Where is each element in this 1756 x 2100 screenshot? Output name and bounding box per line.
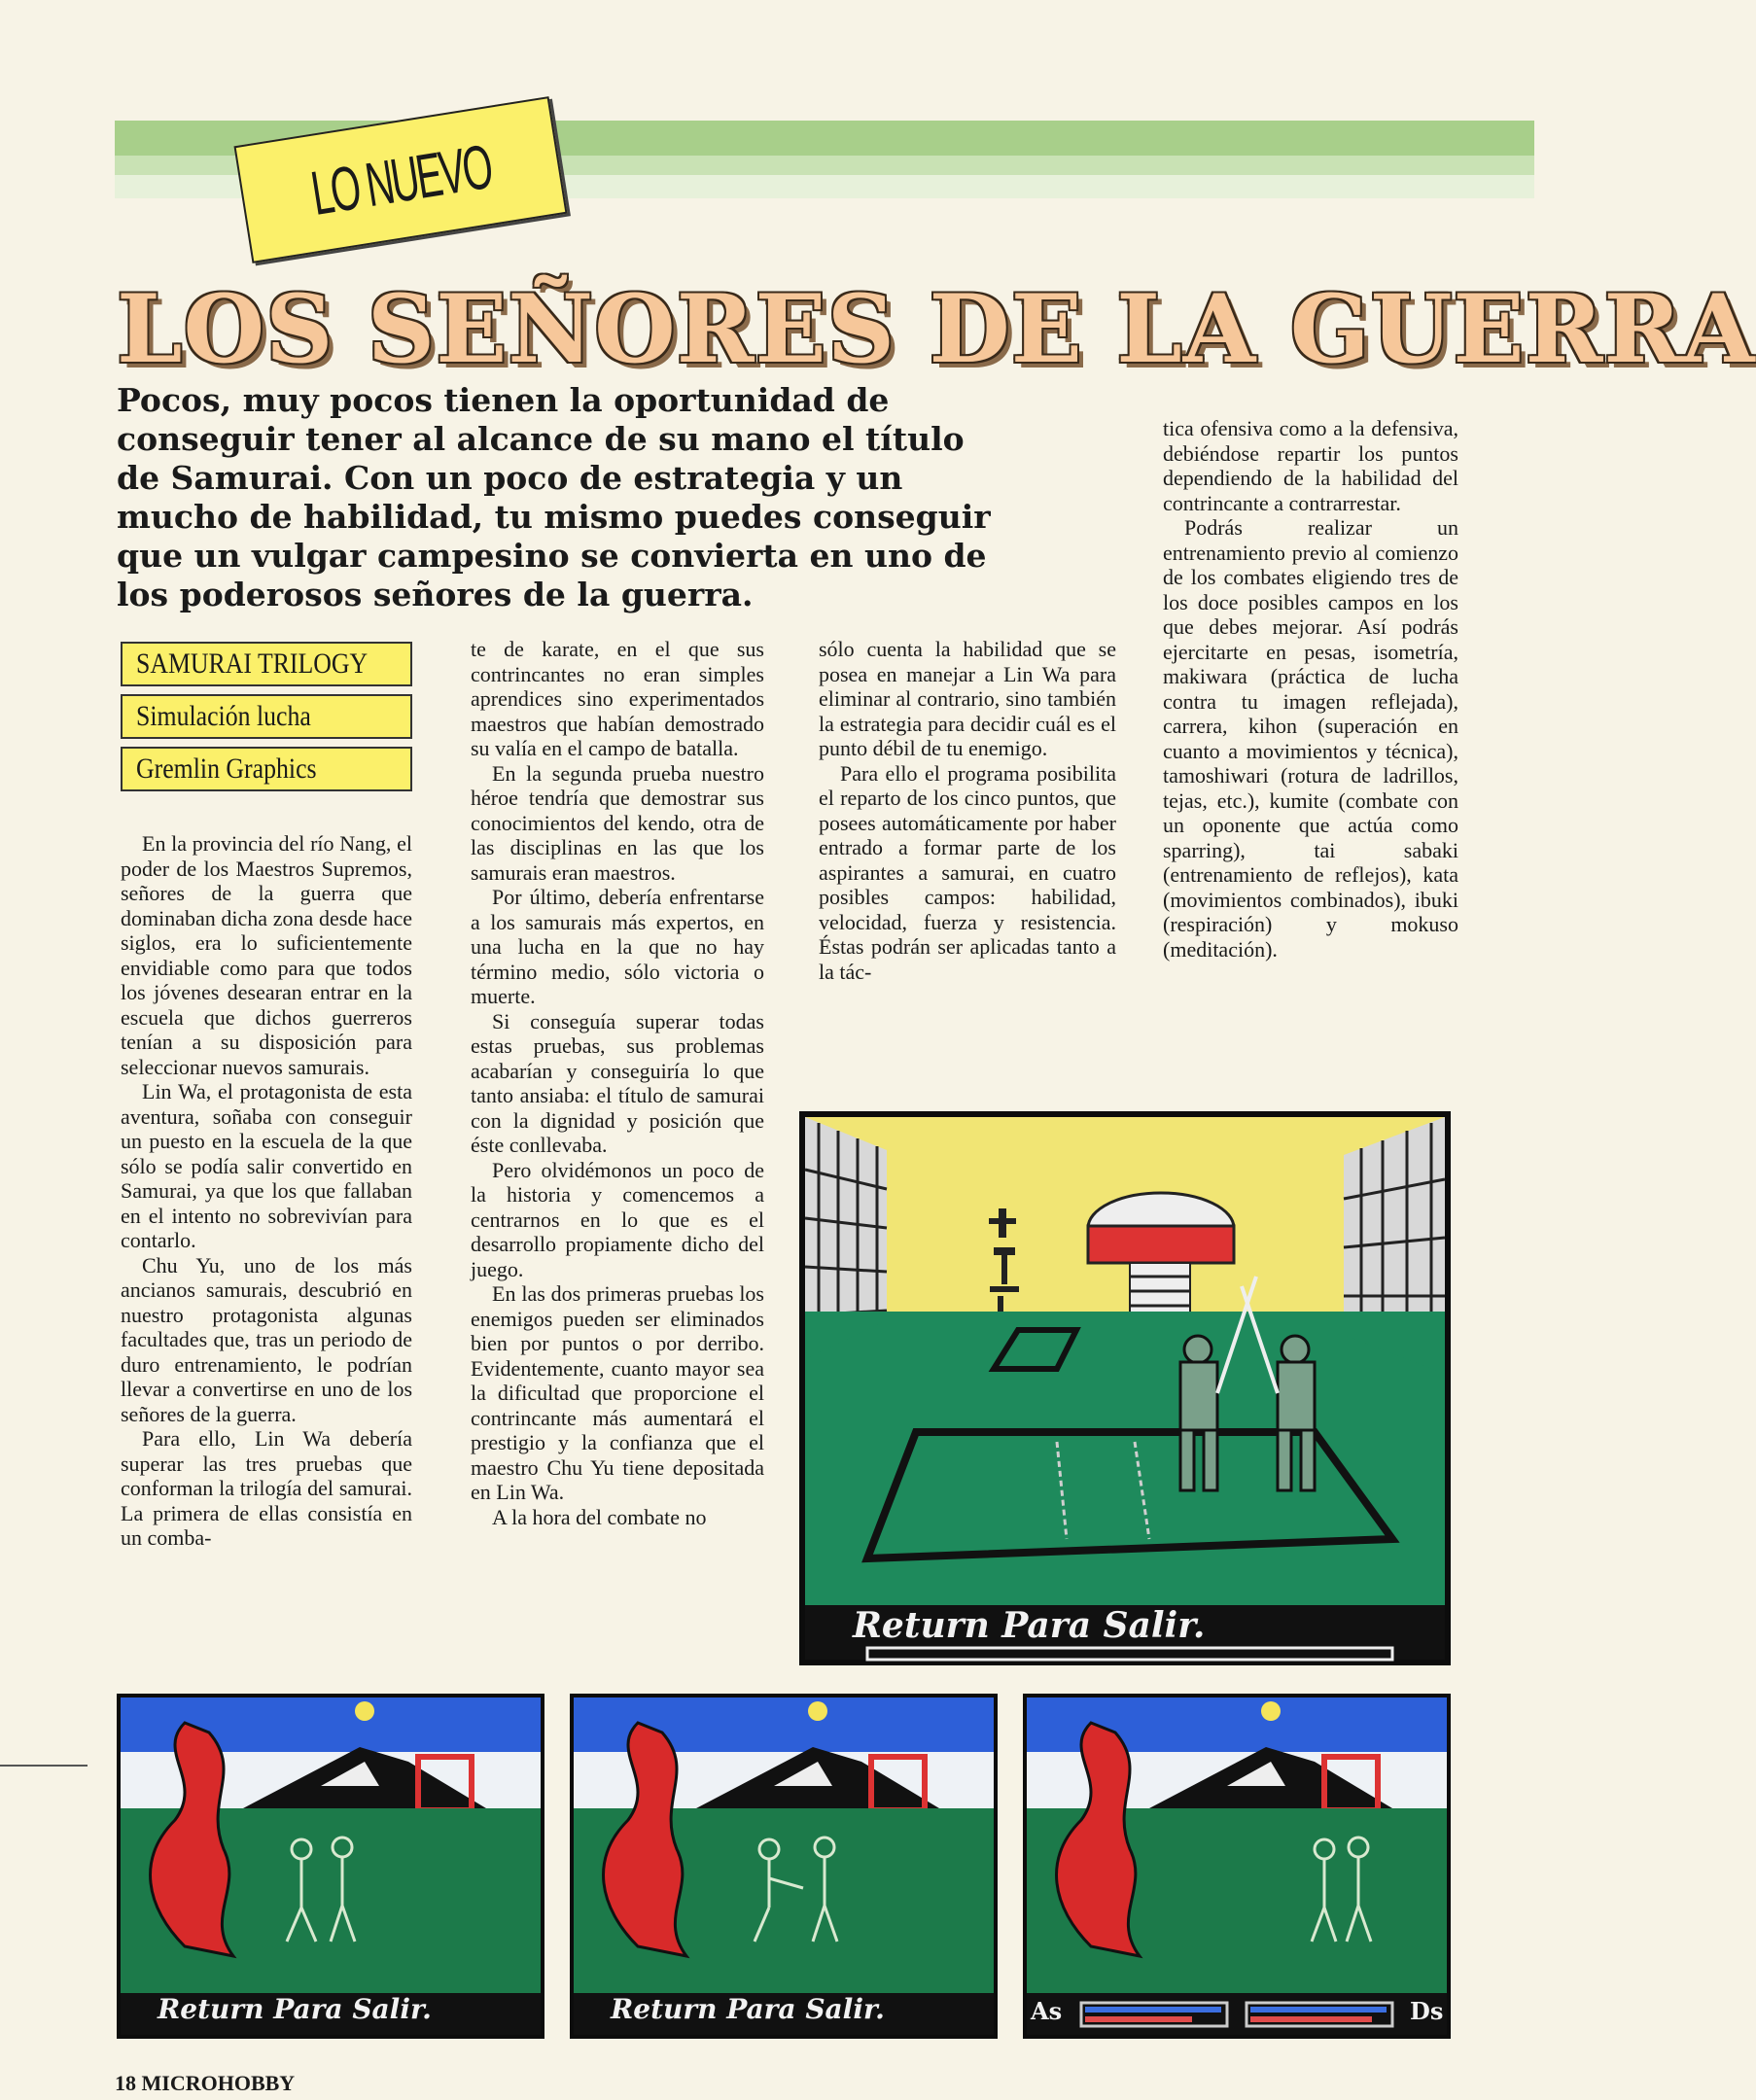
article-title: LOS SEÑORES DE LA GUERRA	[117, 274, 1756, 384]
spec-publisher: Gremlin Graphics	[121, 747, 412, 791]
outdoor-caption-1: Return Para Salir.	[158, 1993, 432, 2025]
article-column-1	[121, 831, 412, 1551]
paragraph: Chu Yu, uno de los más ancianos samurais, descubrió en nuestro protagonista algunas facultades que, tras un periodo de duro entrenamiento, le podrían llevar a convertirse en uno de los señores de la guerra.	[121, 1252, 412, 1426]
margin-line	[0, 1765, 88, 1767]
paragraph: Lin Wa, el protagonista de esta aventura, soñaba con conseguir un puesto en la escuela de la que sólo se podía salir convertido en Samurai, ya que los que fallaban en el intento no sobrevivían para contarlo.	[121, 1079, 412, 1252]
paragraph: te de karate, en el que sus contrincantes no eran simples aprendices sino experimentados maestros que habían demostrado su valía en el campo de batalla.	[471, 637, 764, 760]
outdoor-scene-image	[117, 1694, 544, 2039]
section-tag: LO NUEVO	[233, 96, 567, 263]
paragraph: sólo cuenta la habilidad que se posea en manejar a Lin Wa para eliminar al contrario, sino también la estrategia para decidir cuál es el punto débil de tu enemigo.	[819, 637, 1116, 760]
paragraph: Pero olvidémonos un poco de la historia y comencemos a centrarnos en lo que es el desarrollo propiamente dicho del juego.	[471, 1157, 764, 1281]
paragraph: Para ello el programa posibilita el reparto de los cinco puntos, que posees automáticamente por haber entrado a formar parte de los aspirantes a samurai, en cuatro posibles campos: habilidad, velocidad, fuerza y resistencia. Éstas podrán ser aplicadas tanto a la tác-	[819, 760, 1116, 984]
dojo-scene-image	[799, 1111, 1451, 1665]
paragraph: Podrás realizar un entrenamiento previo al comienzo de los combates eligiendo tres de los doce posibles campos en los que debes mejorar. Así podrás ejercitarte en pesas, isometría, makiwara (práctica de lucha contra tu imagen reflejada), carrera, kihon (superación en cuanto a movimientos y técnica), tamoshiwari (rotura de ladrillos, tejas, etc.), kumite (combate con un oponente que actúa como sparring), tai sabaki (entrenamiento de reflejos), kata (movimientos combinados), ibuki (respiración) y mokuso (meditación).	[1163, 515, 1458, 962]
outdoor-scene-image	[1023, 1694, 1451, 2039]
paragraph: En la provincia del río Nang, el poder de los Maestros Supremos, señores de la guerra que dominaban dicha zona desde hace siglos, era lo suficientemente envidiable como para que todos los jóvenes desearan entrar en la escuela que dichos guerreros tenían a su disposición para seleccionar nuevos samurais.	[121, 831, 412, 1079]
paragraph: Para ello, Lin Wa debería superar las tres pruebas que conforman la trilogía del samurai. La primera de ellas consistía en un comba-	[121, 1426, 412, 1550]
outdoor-scene-image	[570, 1694, 998, 2039]
article-column-3	[819, 637, 1116, 984]
player-label-left: As	[1031, 1997, 1063, 2025]
spec-game: SAMURAI TRILOGY	[121, 642, 412, 686]
paragraph: Si conseguía superar todas estas pruebas, sus problemas acabarían y conseguiría lo que tanto ansiaba: el título de samurai con la dignidad y posición que éste conllevaba.	[471, 1008, 764, 1157]
outdoor-screenshot-1	[117, 1694, 544, 2039]
article-column-4	[1163, 416, 1458, 962]
paragraph: En las dos primeras pruebas los enemigos pueden ser eliminados bien por puntos o por derribo. Evidentemente, cuanto mayor sea la dificultad que proporcione el contrincante más aumentará el prestigio y la confianza que el maestro Chu Yu tiene depositada en Lin Wa.	[471, 1281, 764, 1504]
spec-genre: Simulación lucha	[121, 694, 412, 739]
paragraph: A la hora del combate no	[492, 1504, 707, 1529]
article-column-2	[471, 637, 764, 1529]
paragraph: tica ofensiva como a la defensiva, debiéndose repartir los puntos dependiendo de la habilidad del contrincante a contrarrestar.	[1163, 416, 1458, 515]
paragraph: En la segunda prueba nuestro héroe tendría que demostrar sus conocimientos del kendo, otra de las disciplinas en las que los samurais eran maestros.	[471, 760, 764, 885]
intro-paragraph: Pocos, muy pocos tienen la oportunidad de conseguir tener al alcance de su mano el título de Samurai. Con un poco de estrategia y un mucho de habilidad, tu mismo puedes conseguir que un vulgar campesino se convierta en uno de los poderosos señores de la guerra.	[117, 381, 991, 613]
dojo-caption: Return Para Salir.	[853, 1605, 1206, 1646]
dojo-screenshot	[799, 1111, 1451, 1665]
player-label-right: Ds	[1410, 1997, 1444, 2025]
outdoor-screenshot-2	[570, 1694, 998, 2039]
outdoor-caption-2: Return Para Salir.	[611, 1993, 885, 2025]
paragraph: Por último, debería enfrentarse a los samurais más expertos, en una lucha en la que no hay término medio, sólo victoria o muerte.	[471, 885, 764, 1008]
page-footer: 18 MICROHOBBY	[115, 2071, 296, 2095]
outdoor-screenshot-3	[1023, 1694, 1451, 2039]
